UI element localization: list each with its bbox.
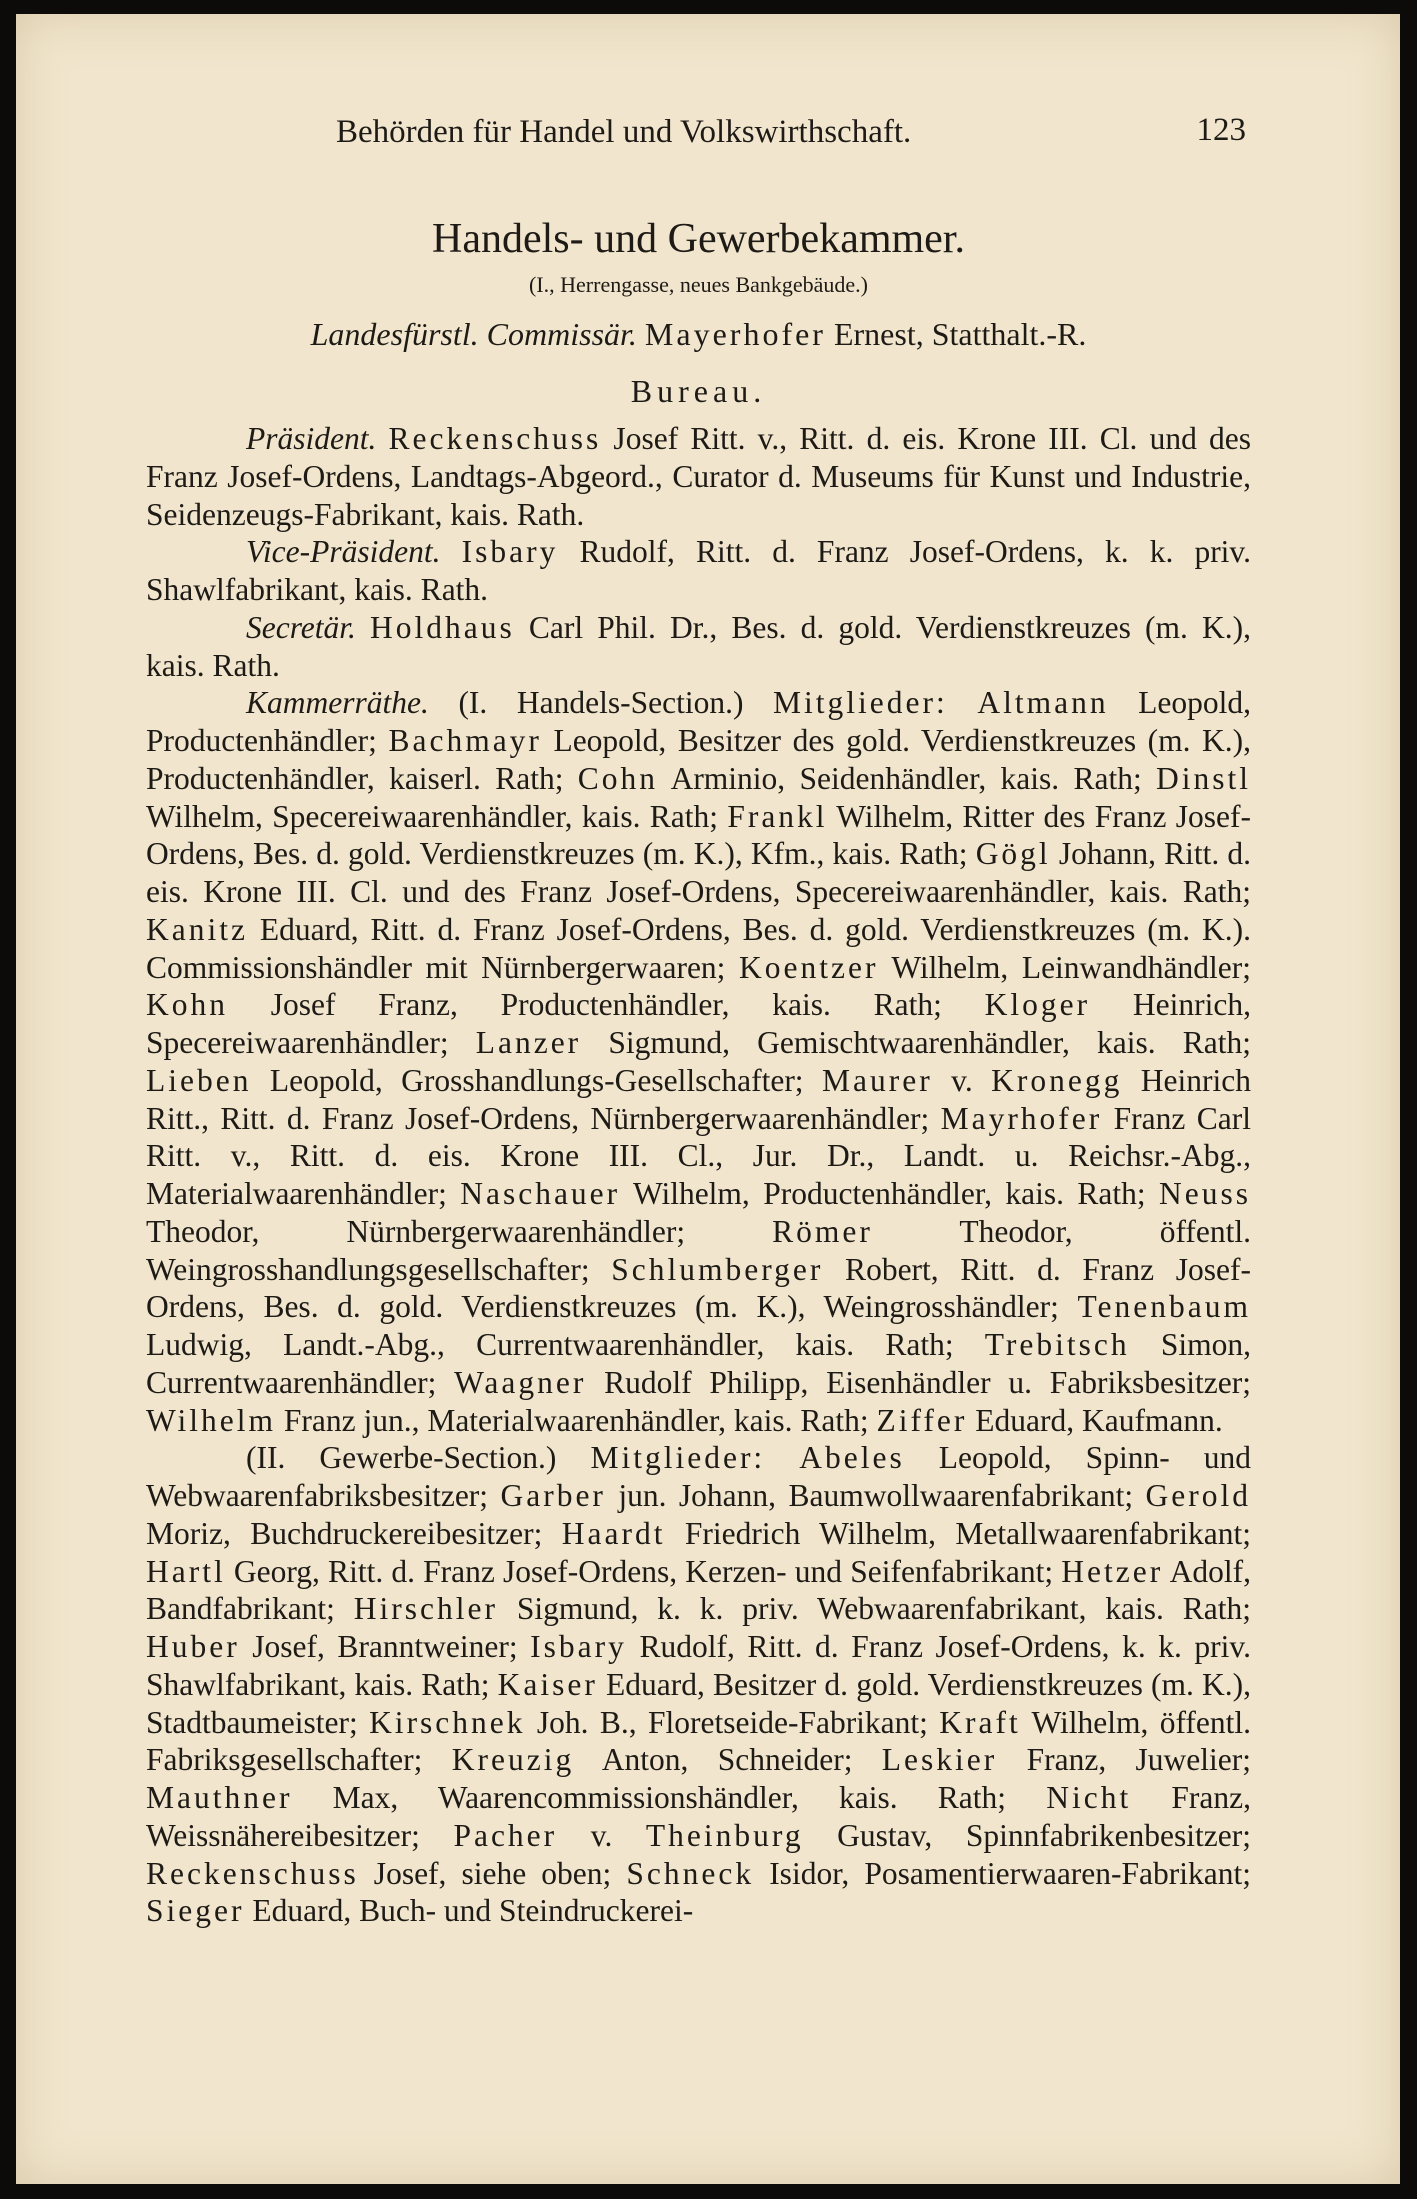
text-run: Eduard, Buch- und Steindruckerei- [244,1893,694,1929]
text-run: Franz, Juwelier; [997,1742,1251,1778]
text-run: Eduard, Besitzer d. gold. Verdienstkreuzes (m. K.), Stadtbaumeister; [146,1666,1251,1740]
member-name: Kreuzig [451,1742,575,1778]
text-run: Isidor, Posamentierwaaren-Fabrikant; [754,1855,1251,1891]
member-name: Haardt [561,1515,666,1551]
text-run: Joh. B., Floretseide-Fabrikant; [525,1704,940,1740]
running-head [146,100,1251,160]
bureau-heading: Bureau. [630,373,767,409]
member-name: Dinstl [1156,760,1252,796]
text-run: Leopold, Grosshandlungs-Gesellschafter; [251,1062,822,1098]
text-run: Josef Franz, Productenhändler, kais. Rath; [228,987,985,1023]
member-name: Reckenschuss [146,1855,359,1891]
text-run: Carl Phil. Dr., Bes. d. gold. Verdienstkreuzes (m. K.), kais. Rath. [146,609,1251,683]
member-name: Abeles [799,1440,905,1476]
member-name: Schlumberger [611,1251,824,1287]
member-name: Maurer [821,1062,933,1098]
member-name: Koentzer [739,949,879,985]
commissar-name: Mayerhofer [644,316,826,352]
member-name: Sieger [146,1893,245,1929]
member-name: Römer [772,1213,873,1249]
member-name: Neuss [1159,1176,1251,1211]
member-name: Gerold [1145,1478,1251,1513]
member-name: Waagner [454,1364,587,1400]
member-name: Isbary [530,1629,627,1664]
member-name: Kanitz [146,911,248,947]
text-run: Eduard, Kaufmann. [967,1402,1223,1438]
text-run: Franz jun., Materialwaarenhändler, kais. Rath; [275,1402,877,1438]
member-name: Reckenschuss [388,421,602,456]
member-name: Holdhaus [370,609,515,645]
text-run: Friedrich Wilhelm, Metallwaarenfabrikant; [665,1515,1251,1551]
text-run: v. [557,1817,646,1853]
member-name: Tenenbaum [1077,1289,1251,1325]
role-label: Kammerräthe. [246,685,429,721]
member-name: Hetzer [1061,1553,1164,1589]
text-run: Wilhelm, Ritter des Franz Josef-Ordens, Bes. d. gold. Verdienstkreuzes (m. K.), Kfm., kais. Rath; [146,798,1251,872]
text-run [948,685,978,720]
text-run: Georg, Ritt. d. Franz Josef-Ordens, Kerzen- und Seifenfabrikant; [225,1553,1062,1589]
commissar-line [146,308,1251,360]
member-name: Kraft [939,1704,1021,1740]
member-name: Mauthner [146,1780,293,1815]
member-name: Lieben [146,1062,252,1098]
text-run: (II. Gewerbe-Section.) [246,1440,591,1476]
member-name: Naschauer [460,1176,621,1211]
text-run: Ludwig, Landt.-Abg., Currentwaarenhändler, kais. Rath; [146,1327,985,1362]
member-name: Kronegg [991,1062,1123,1098]
text-run: Anton, Schneider; [574,1742,882,1778]
text-run: Leopold, Productenhändler; [146,685,1251,758]
member-name: Kirschnek [369,1704,526,1740]
text-run [356,610,370,645]
member-name: Wilhelm [146,1402,276,1438]
role-label: Präsident. [246,421,377,456]
text-run: Adolf, Bandfabrikant; [146,1553,1251,1627]
text-run: Wilhelm, Specereiwaarenhändler, kais. Rath; [146,798,728,834]
member-name: Cohn [577,760,659,796]
text-run [376,421,388,456]
text-run: Heinrich, Specereiwaarenhändler; [146,987,1251,1060]
member-name: Altmann [977,685,1109,721]
text-run: Arminio, Seidenhändler, kais. Rath; [658,760,1156,796]
text-run: Sigmund, k. k. priv. Webwaarenfabrikant, kais. Rath; [497,1591,1251,1627]
member-name: Gögl [975,836,1051,872]
member-name: Hartl [146,1553,226,1589]
role-label: Vice-Präsident. [246,534,441,570]
text-run: Josef, Branntweiner; [239,1629,531,1664]
member-name: Hirschler [353,1591,498,1627]
paragraph-praesident [146,420,1251,533]
member-name: Ziffer [876,1402,968,1438]
member-name: Huber [146,1629,240,1664]
text-run: Theodor, Nürnbergerwaarenhändler; [146,1213,773,1249]
text-run: Rudolf, Ritt. d. Franz Josef-Ordens, k. k. priv. Shawlfabrikant, kais. Rath. [146,534,1252,607]
text-run: Robert, Ritt. d. Franz Josef-Ordens, Bes. d. gold. Verdienstkreuzes (m. K.), Weingrosshändler; [146,1251,1251,1325]
text-run [765,1440,799,1475]
text-run: Rudolf Philipp, Eisenhändler u. Fabriksbesitzer; [586,1364,1251,1400]
text-run: v. [932,1062,992,1098]
text-run: Josef Ritt. v., Ritt. d. eis. Krone III. Cl. und des Franz Josef-Ordens, Landtags-Abgeord., Curator d. Museums für Kunst und Industrie, Seidenzeugs-Fabrikant, kais. Rath. [146,421,1252,532]
section-address: (I., Herrengasse, neues Bankgebäude.) [528,272,869,297]
text-run: Franz, Weissnähereibesitzer; [146,1780,1251,1853]
page-number: 123 [1196,112,1246,148]
running-head-title: Behörden für Handel und Volkswirthschaft. [336,114,912,150]
section-title: Handels- und Gewerbekammer. [432,216,965,262]
member-name: Mayrhofer [940,1100,1103,1136]
text-run: Gustav, Spinnfabrikenbesitzer; [803,1817,1251,1853]
member-name: Garber [500,1478,606,1513]
text-run: Theodor, öffentl. Weingrosshandlungsgesellschafter; [146,1213,1251,1287]
paragraph-handels-section [146,684,1251,1439]
paragraph-vice-praesident [146,533,1251,609]
member-name: Mitglieder: [773,685,948,721]
member-name: Frankl [727,798,828,834]
member-name: Nicht [1046,1780,1132,1815]
member-name: Kloger [984,987,1091,1023]
paragraph-secretaer [146,609,1251,685]
text-run: Wilhelm, Productenhändler, kais. Rath; [620,1176,1159,1211]
member-name: Isbary [461,534,559,570]
text-run: Simon, Currentwaarenhändler; [146,1327,1251,1400]
text-run: Sigmund, Gemischtwaarenhändler, kais. Rath; [581,1025,1252,1060]
member-name: Pacher [453,1817,558,1853]
text-run: Wilhelm, öffentl. Fabriksgesellschafter; [146,1704,1251,1778]
text-run: Franz Carl Ritt. v., Ritt. d. eis. Krone III. Cl., Jur. Dr., Landt. u. Reichsr.-Abg., Materialwaarenhändler; [146,1100,1251,1211]
text-run: Josef, siehe oben; [358,1855,627,1891]
member-name: Lanzer [475,1025,582,1060]
text-run: Leopold, Besitzer des gold. Verdienstkreuzes (m. K.), Productenhändler, kaiserl. Rath; [146,723,1251,796]
page-content [146,100,1251,1930]
member-name: Bachmayr [388,723,542,758]
text-run: (I. Handels-Section.) [428,685,774,721]
text-run [440,534,461,569]
text-run: Johann, Ritt. d. eis. Krone III. Cl. und des Franz Josef-Ordens, Specereiwaarenhändler, kais. Rath; [146,836,1251,909]
text-run: Wilhelm, Leinwandhändler; [878,949,1251,985]
member-name: Mitglieder: [590,1440,766,1476]
commissar-details: Ernest, Statthalt.-R. [825,316,1087,352]
text-run: Eduard, Ritt. d. Franz Josef-Ordens, Bes. d. gold. Verdienstkreuzes (m. K.). Commissionshändler mit Nürnbergerwaaren; [146,911,1251,985]
member-name: Leskier [881,1742,998,1778]
text-run: Leopold, Spinn- und Webwaarenfabriksbesitzer; [146,1440,1251,1513]
text-run: Moriz, Buchdruckereibesitzer; [146,1515,562,1551]
member-name: Schneck [626,1855,755,1891]
text-run: Max, Waarencommissionshändler, kais. Rath; [292,1780,1047,1815]
text-run: Rudolf, Ritt. d. Franz Josef-Ordens, k. k. priv. Shawlfabrikant, kais. Rath; [146,1629,1252,1702]
paragraph-gewerbe-section [146,1439,1251,1930]
member-name: Kaiser [497,1666,598,1702]
role-label: Secretär. [246,609,356,645]
member-name: Trebitsch [984,1327,1130,1362]
book-page [16,14,1400,2184]
text-run: jun. Johann, Baumwollwaarenfabrikant; [605,1478,1146,1513]
commissar-label: Landesfürstl. Commissär. [310,316,637,352]
member-name: Kohn [146,987,228,1023]
text-run: Heinrich Ritt., Ritt. d. Franz Josef-Ordens, Nürnbergerwaarenhändler; [146,1062,1251,1136]
member-name: Theinburg [645,1817,804,1853]
